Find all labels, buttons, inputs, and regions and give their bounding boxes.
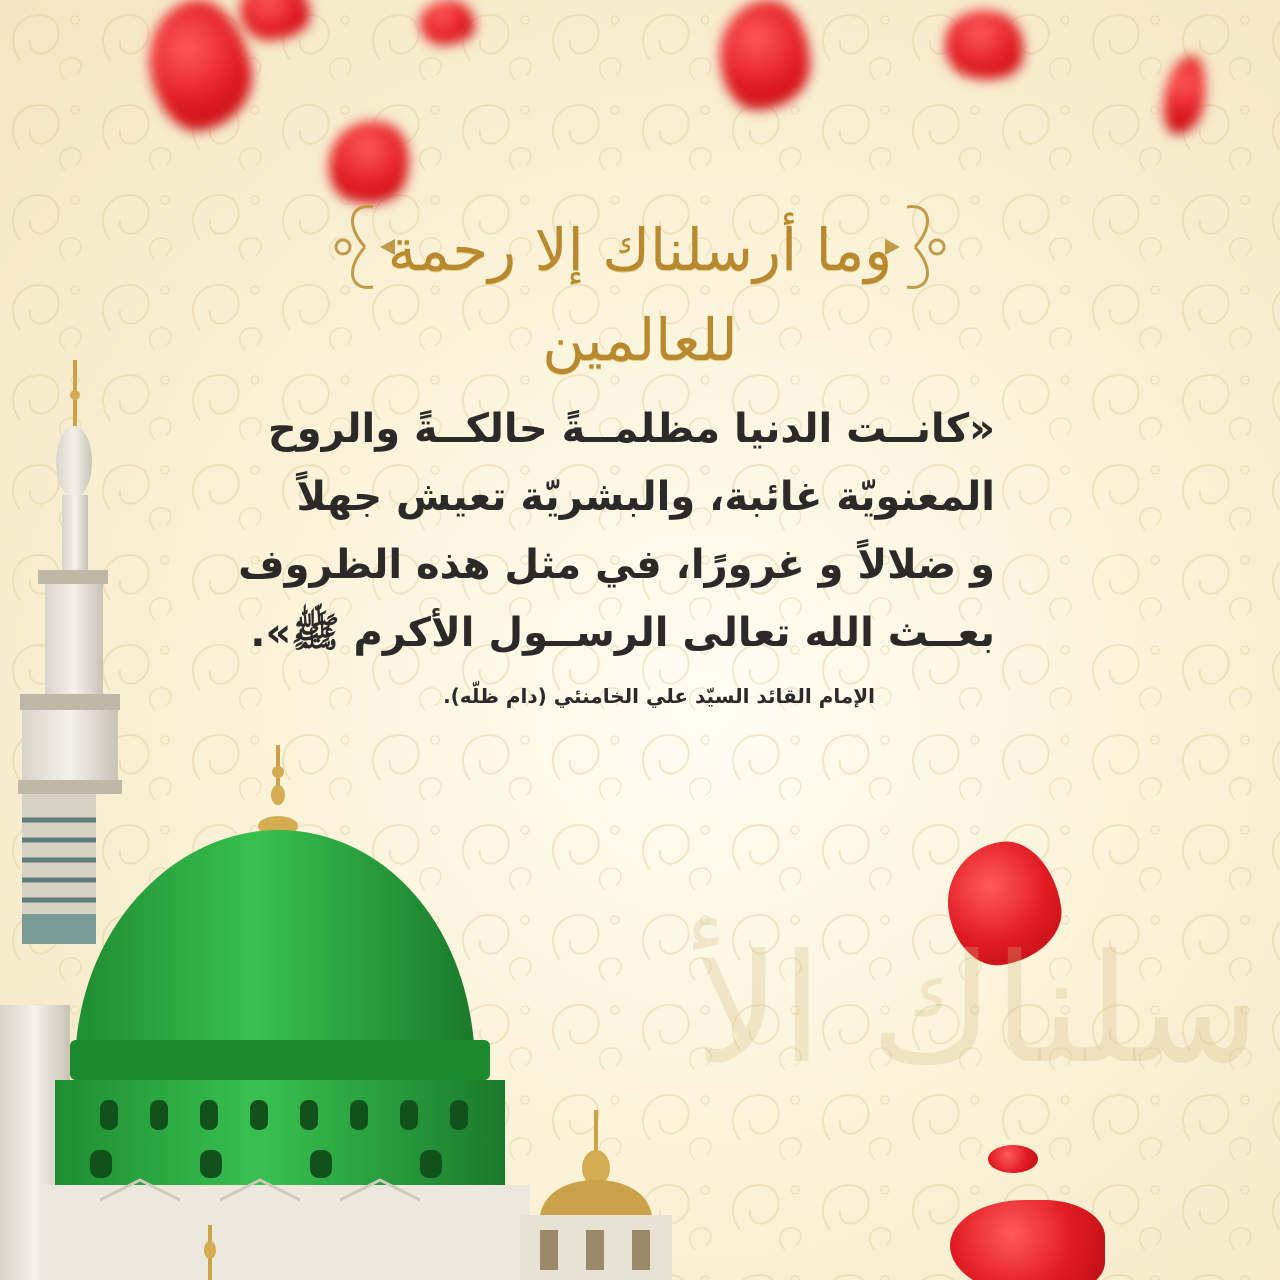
- green-dome-mosque-illustration: [0, 340, 1280, 1280]
- quote-line: و ضلالاً و غرورًا، في مثل هذه الظروف: [238, 542, 995, 588]
- calligraphy-title: وما أرسلناك إلا رحمة للعالمين: [387, 216, 893, 374]
- quote-line: «كانــت الدنيا مظلمــةً حالكــةً والروح: [267, 406, 995, 452]
- green-dome: [75, 830, 475, 1060]
- watermark-calligraphy: سلناك الأ: [695, 923, 1260, 1097]
- dome-finial: [258, 745, 298, 836]
- small-cupola: [520, 1110, 672, 1280]
- quote-attribution: الإمام القائد السيّد علي الخامنئي (دام ظلّه).: [443, 684, 875, 708]
- quote-line: المعنويّة غائبة، والبشريّة تعيش جهلاً: [296, 474, 995, 520]
- rose-petal: [420, 0, 475, 45]
- quote-line: بعــث الله تعالى الرســول الأكرم ﷺ».: [250, 610, 995, 656]
- rose-petal: [720, 0, 810, 110]
